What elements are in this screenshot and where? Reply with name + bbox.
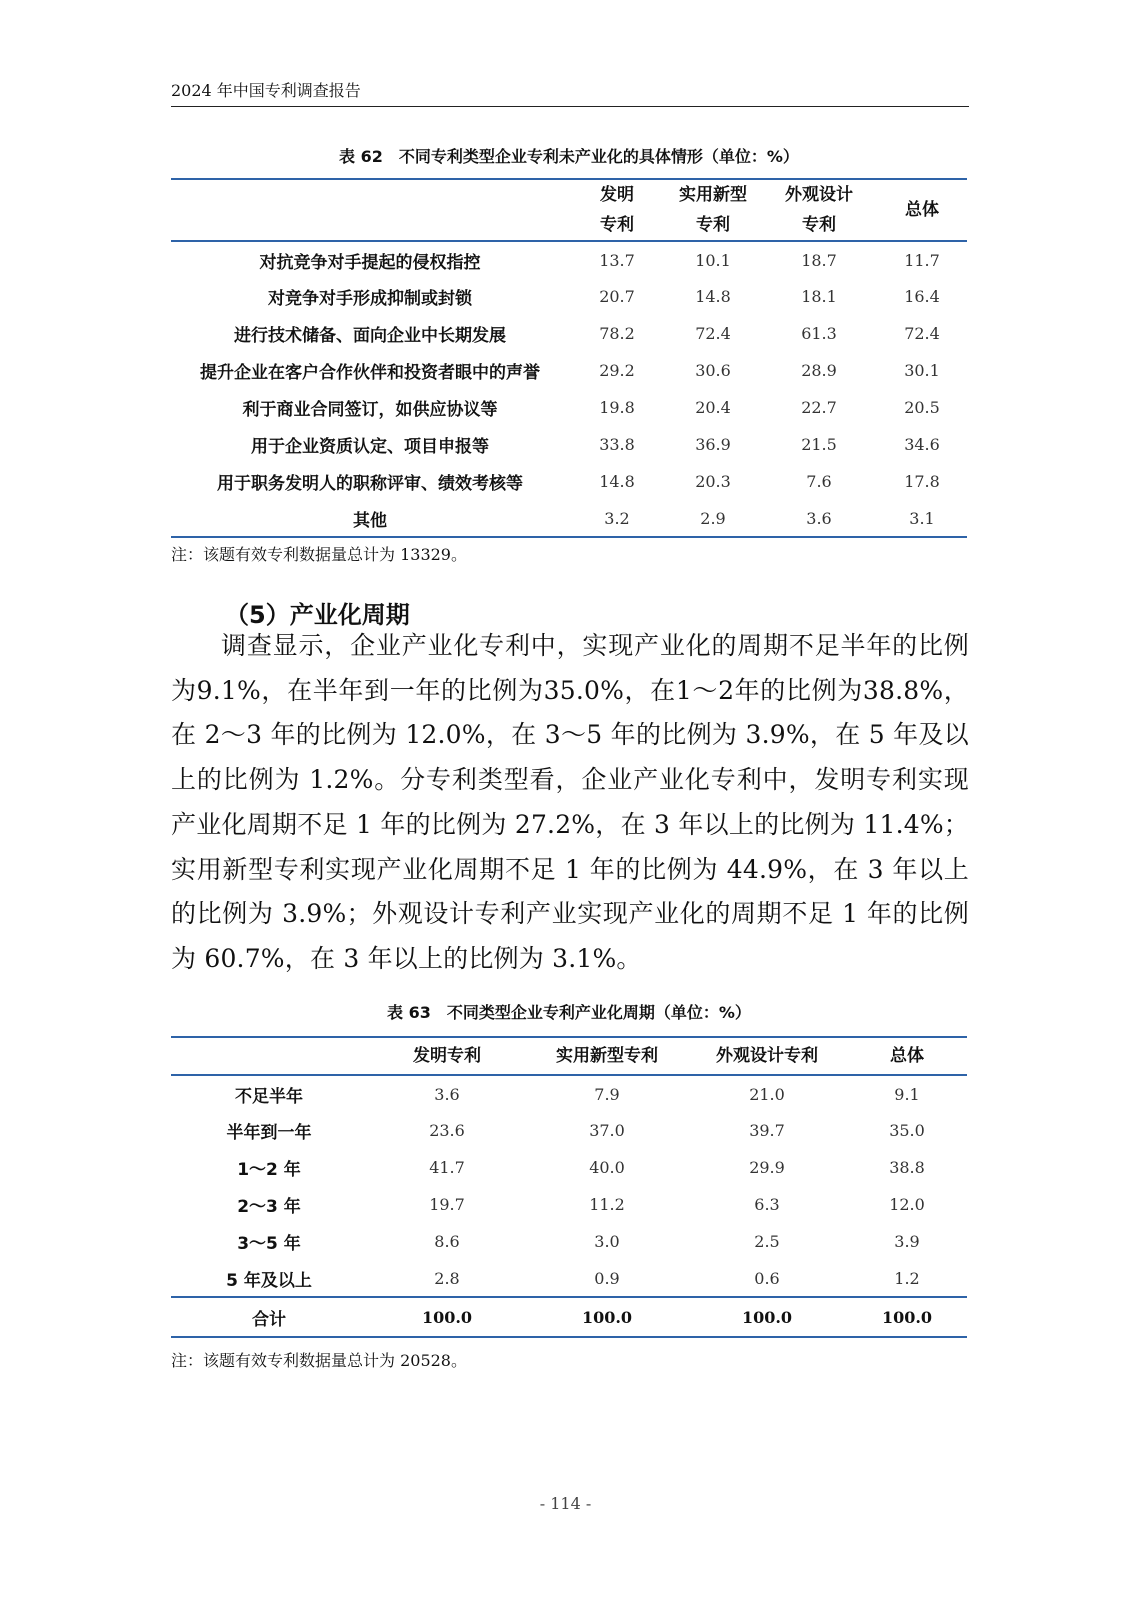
table-cell: 61.3 <box>801 324 837 343</box>
table-row <box>171 500 967 537</box>
row-label: 半年到一年 <box>226 1123 312 1143</box>
table-cell: 23.6 <box>429 1121 465 1140</box>
total-cell: 100.0 <box>367 1297 527 1337</box>
row-label: 利于商业合同签订，如供应协议等 <box>242 400 498 420</box>
table-cell: 12.0 <box>889 1195 925 1214</box>
table-63-number: 表 63 <box>387 1003 431 1022</box>
table-row <box>171 1112 967 1149</box>
table-row <box>171 1075 967 1112</box>
table-row <box>171 389 967 426</box>
table-row <box>171 278 967 315</box>
table-cell: 20.7 <box>599 287 635 306</box>
table-cell: 3.0 <box>594 1232 620 1251</box>
table-cell: 19.8 <box>599 398 635 417</box>
table-cell: 13.7 <box>599 250 635 270</box>
table-cell: 28.9 <box>801 361 837 380</box>
row-label: 用于企业资质认定、项目申报等 <box>251 437 489 457</box>
page-number: - 114 - <box>539 1494 592 1513</box>
column-header: 外观设计专利 <box>687 1037 847 1075</box>
table-cell: 0.6 <box>754 1268 780 1288</box>
table-cell: 3.6 <box>434 1084 460 1104</box>
row-label: 不足半年 <box>235 1086 303 1107</box>
table-cell: 1.2 <box>894 1268 920 1288</box>
table-row <box>171 426 967 463</box>
table-cell: 3.2 <box>569 500 665 537</box>
row-label: 用于职务发明人的职称评审、绩效考核等 <box>217 474 523 494</box>
table-63-corner-cell <box>171 1037 367 1075</box>
table-63 <box>171 1036 967 1338</box>
table-cell: 72.4 <box>904 324 940 343</box>
table-cell: 29.2 <box>599 361 635 380</box>
table-cell: 20.5 <box>904 398 940 417</box>
table-cell: 0.9 <box>594 1268 620 1288</box>
table-cell: 2.8 <box>434 1268 460 1288</box>
table-63-title: 不同类型企业专利产业化周期（单位：%） <box>446 1003 751 1022</box>
row-label: 提升企业在客户合作伙伴和投资者眼中的声誉 <box>200 363 540 383</box>
column-header: 外观设计 专利 <box>761 179 877 241</box>
table-row <box>171 315 967 352</box>
table-cell: 36.9 <box>695 435 731 454</box>
table-cell: 19.7 <box>429 1195 465 1214</box>
table-row <box>171 463 967 500</box>
row-label: 2～3 年 <box>237 1197 301 1217</box>
table-cell: 34.6 <box>904 435 940 454</box>
table-cell: 20.3 <box>695 472 731 491</box>
table-row <box>171 1186 967 1223</box>
table-cell: 40.0 <box>589 1158 625 1177</box>
table-62-number: 表 62 <box>339 147 383 166</box>
table-cell: 2.9 <box>665 500 761 537</box>
table-cell: 3.1 <box>877 500 967 537</box>
table-row <box>171 241 967 278</box>
column-header: 总体 <box>877 179 967 241</box>
column-header: 实用新型专利 <box>527 1037 687 1075</box>
body-paragraph: 调查显示，企业产业化专利中，实现产业化的周期不足半年的比例为9.1%，在半年到一年的比例为35.0%，在1～2年的比例为38.8%，在 2～3 年的比例为 12.0%，在 3～5 年的比例为 3.9%，在 5 年及以上的比例为 1.2%。分专利类型看，企业产业化专利中，发明专利实现产业化周期不足 1 年的比例为 27.2%，在 3 年以上的比例为 11.4%；实用新型专利实现产业化周期不足 1 年的比例为 44.9%，在 3 年以上的比例为 3.9%；外观设计专利产业实现产业化的周期不足 1 年的比例为 60.7%，在 3 年以上的比例为 3.1%。 <box>171 631 969 973</box>
table-cell: 16.4 <box>904 287 940 306</box>
section-heading: （5）产业化周期 <box>225 601 410 629</box>
column-header: 发明专利 <box>367 1037 527 1075</box>
row-label: 进行技术储备、面向企业中长期发展 <box>234 326 506 346</box>
table-cell: 17.8 <box>904 472 940 491</box>
table-cell: 41.7 <box>429 1158 465 1177</box>
table-62-caption <box>171 144 967 167</box>
table-cell: 11.7 <box>904 250 940 270</box>
row-label: 3～5 年 <box>237 1234 301 1254</box>
table-62 <box>171 178 967 538</box>
page-header <box>171 80 969 107</box>
table-cell: 72.4 <box>695 324 731 343</box>
table-63-caption <box>171 1000 967 1023</box>
table-62-corner-cell <box>171 179 569 241</box>
total-cell: 100.0 <box>527 1297 687 1337</box>
table-cell: 30.6 <box>695 361 731 380</box>
table-cell: 18.7 <box>801 250 837 270</box>
table-cell: 39.7 <box>749 1121 785 1140</box>
table-cell: 10.1 <box>695 250 731 270</box>
table-cell: 7.9 <box>594 1084 620 1104</box>
column-header: 实用新型 专利 <box>665 179 761 241</box>
row-label: 对抗竞争对手提起的侵权指控 <box>259 252 481 273</box>
table-cell: 6.3 <box>754 1195 780 1214</box>
table-cell: 22.7 <box>801 398 837 417</box>
total-label: 合计 <box>171 1297 367 1337</box>
table-total-row <box>171 1297 967 1337</box>
table-cell: 3.6 <box>761 500 877 537</box>
table-cell: 33.8 <box>599 435 635 454</box>
row-label: 5 年及以上 <box>226 1270 312 1291</box>
table-cell: 20.4 <box>695 398 731 417</box>
table-cell: 8.6 <box>434 1232 460 1251</box>
table-62-header-row <box>171 179 967 241</box>
table-cell: 11.2 <box>589 1195 625 1214</box>
column-header: 总体 <box>847 1037 967 1075</box>
table-cell: 21.0 <box>749 1084 785 1104</box>
row-label: 对竞争对手形成抑制或封锁 <box>268 289 472 309</box>
table-cell: 78.2 <box>599 324 635 343</box>
table-cell: 9.1 <box>894 1084 920 1104</box>
table-cell: 14.8 <box>695 287 731 306</box>
table-cell: 18.1 <box>801 287 837 306</box>
table-cell: 3.9 <box>894 1232 920 1251</box>
table-cell: 29.9 <box>749 1158 785 1177</box>
table-cell: 14.8 <box>599 472 635 491</box>
total-cell: 100.0 <box>847 1297 967 1337</box>
table-62-note: 注：该题有效专利数据量总计为 13329。 <box>171 545 467 564</box>
table-row <box>171 1260 967 1297</box>
table-63-header-row <box>171 1037 967 1075</box>
table-row <box>171 352 967 389</box>
row-label: 其他 <box>171 500 569 537</box>
report-title: 2024 年中国专利调查报告 <box>171 81 361 100</box>
table-row <box>171 1223 967 1260</box>
table-cell: 35.0 <box>889 1121 925 1140</box>
table-cell: 2.5 <box>754 1232 780 1251</box>
table-cell: 30.1 <box>904 361 940 380</box>
table-63-note: 注：该题有效专利数据量总计为 20528。 <box>171 1351 467 1370</box>
table-row <box>171 1149 967 1186</box>
row-label: 1～2 年 <box>237 1160 301 1180</box>
total-cell: 100.0 <box>687 1297 847 1337</box>
table-cell: 38.8 <box>889 1158 925 1177</box>
table-cell: 7.6 <box>806 472 832 491</box>
table-cell: 37.0 <box>589 1121 625 1140</box>
table-62-title: 不同专利类型企业专利未产业化的具体情形（单位：%） <box>398 147 799 166</box>
table-cell: 21.5 <box>801 435 837 454</box>
column-header: 发明 专利 <box>569 179 665 241</box>
